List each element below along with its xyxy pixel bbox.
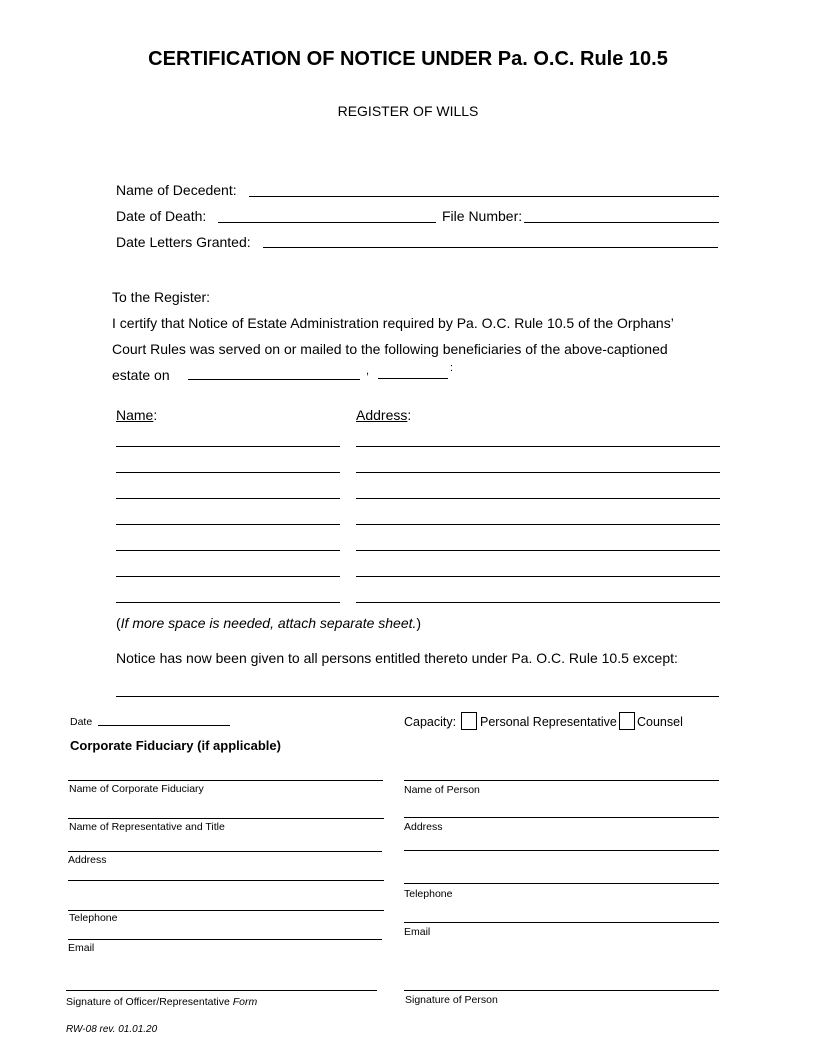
corporate-fiduciary-heading: Corporate Fiduciary (if applicable) bbox=[70, 738, 281, 753]
more-space-note: (If more space is needed, attach separate sheet.) bbox=[116, 615, 422, 631]
right-address-label: Address bbox=[404, 821, 443, 833]
person-name-line bbox=[404, 780, 719, 781]
form-id: RW-08 rev. 01.01.20 bbox=[66, 1024, 158, 1035]
counsel-checkbox[interactable] bbox=[619, 712, 635, 730]
beneficiary-name-field[interactable] bbox=[118, 506, 338, 524]
beneficiary-address-field[interactable] bbox=[358, 506, 718, 524]
beneficiary-address-field[interactable] bbox=[358, 532, 718, 550]
beneficiary-name-line bbox=[116, 524, 340, 525]
decedent-name-label: Name of Decedent: bbox=[116, 182, 237, 198]
corp-name-label: Name of Corporate Fiduciary bbox=[69, 783, 204, 795]
corp-name-field[interactable] bbox=[70, 762, 381, 780]
beneficiary-name-line bbox=[116, 472, 340, 473]
beneficiary-address-line bbox=[356, 576, 720, 577]
certification-line-3: estate on bbox=[112, 367, 170, 383]
beneficiary-name-field[interactable] bbox=[118, 532, 338, 550]
served-colon: : bbox=[450, 362, 454, 374]
date-of-death-field[interactable] bbox=[220, 204, 434, 222]
form-title: CERTIFICATION OF NOTICE UNDER Pa. O.C. Rule 10.5 bbox=[148, 48, 668, 70]
served-date-line bbox=[188, 379, 360, 380]
beneficiary-address-line bbox=[356, 524, 720, 525]
right-address-line-2 bbox=[404, 850, 719, 851]
person-signature-field[interactable] bbox=[404, 972, 719, 990]
left-telephone-line bbox=[68, 910, 384, 911]
exceptions-field[interactable] bbox=[118, 678, 717, 696]
beneficiary-name-line bbox=[116, 446, 340, 447]
exceptions-line bbox=[116, 696, 719, 697]
form-subtitle: REGISTER OF WILLS bbox=[337, 103, 479, 119]
file-number-line bbox=[524, 222, 719, 223]
left-address-label: Address bbox=[68, 854, 107, 866]
letters-granted-field[interactable] bbox=[265, 229, 716, 247]
salutation: To the Register: bbox=[112, 289, 211, 305]
beneficiary-address-line bbox=[356, 498, 720, 499]
beneficiary-name-line bbox=[116, 498, 340, 499]
counsel-label: Counsel bbox=[637, 715, 683, 729]
officer-signature-label: Signature of Officer/Representative Form bbox=[66, 996, 258, 1008]
beneficiary-address-field[interactable] bbox=[358, 454, 718, 472]
beneficiary-address-line bbox=[356, 550, 720, 551]
date-of-death-line bbox=[218, 222, 436, 223]
date-label: Date bbox=[70, 716, 93, 728]
name-header-text: Name bbox=[116, 407, 154, 423]
certification-line-1: I certify that Notice of Estate Administration required by Pa. O.C. Rule 10.5 of the Orphans’ bbox=[112, 315, 674, 331]
left-address-line-2 bbox=[68, 880, 384, 881]
left-email-field[interactable] bbox=[70, 921, 380, 939]
beneficiary-name-line bbox=[116, 602, 340, 603]
right-address-line bbox=[404, 817, 719, 818]
beneficiary-address-line bbox=[356, 446, 720, 447]
letters-granted-line bbox=[263, 247, 718, 248]
person-signature-line bbox=[404, 990, 719, 991]
left-telephone-label: Telephone bbox=[69, 912, 118, 924]
beneficiary-address-field[interactable] bbox=[358, 584, 718, 602]
officer-signature-field[interactable] bbox=[66, 972, 377, 990]
capacity-label: Capacity: bbox=[404, 715, 457, 729]
beneficiary-name-line bbox=[116, 550, 340, 551]
beneficiary-name-field[interactable] bbox=[118, 558, 338, 576]
left-address-field-2[interactable] bbox=[70, 862, 382, 880]
name-column-header: Name: bbox=[116, 407, 158, 423]
beneficiary-name-line bbox=[116, 576, 340, 577]
beneficiary-address-line bbox=[356, 602, 720, 603]
left-email-line bbox=[68, 939, 382, 940]
right-telephone-label: Telephone bbox=[404, 888, 453, 900]
certification-line-2: Court Rules was served on or mailed to the following beneficiaries of the above-captioned bbox=[112, 341, 668, 357]
date-of-death-label: Date of Death: bbox=[116, 208, 207, 224]
left-email-label: Email bbox=[68, 942, 95, 954]
served-year-field[interactable] bbox=[380, 360, 446, 378]
corp-name-line bbox=[68, 780, 383, 781]
served-date-field[interactable] bbox=[190, 361, 358, 379]
right-email-line bbox=[404, 922, 719, 923]
left-telephone-field[interactable] bbox=[70, 892, 382, 910]
file-number-field[interactable] bbox=[526, 204, 717, 222]
address-column-header: Address: bbox=[356, 407, 412, 423]
left-address-field[interactable] bbox=[70, 833, 380, 851]
address-header-text: Address bbox=[356, 407, 408, 423]
person-name-field[interactable] bbox=[406, 762, 717, 780]
date-field[interactable] bbox=[100, 708, 228, 726]
file-number-label: File Number: bbox=[442, 208, 523, 224]
beneficiary-name-field[interactable] bbox=[118, 428, 338, 446]
left-address-line bbox=[68, 851, 382, 852]
beneficiary-name-field[interactable] bbox=[118, 454, 338, 472]
personal-representative-label: Personal Representative bbox=[480, 715, 617, 729]
right-telephone-line bbox=[404, 883, 719, 884]
letters-granted-label: Date Letters Granted: bbox=[116, 234, 251, 250]
right-address-field[interactable] bbox=[406, 799, 717, 817]
personal-representative-checkbox[interactable] bbox=[461, 712, 477, 730]
beneficiary-address-field[interactable] bbox=[358, 480, 718, 498]
served-year-line bbox=[378, 378, 448, 379]
right-address-field-2[interactable] bbox=[406, 832, 717, 850]
beneficiary-address-field[interactable] bbox=[358, 558, 718, 576]
person-signature-label: Signature of Person bbox=[405, 994, 498, 1006]
beneficiary-address-field[interactable] bbox=[358, 428, 718, 446]
rep-title-line bbox=[68, 818, 384, 819]
served-comma: , bbox=[366, 365, 370, 377]
beneficiary-address-line bbox=[356, 472, 720, 473]
decedent-name-line bbox=[249, 196, 719, 197]
right-email-field[interactable] bbox=[406, 904, 717, 922]
decedent-name-field[interactable] bbox=[251, 178, 717, 196]
beneficiary-name-field[interactable] bbox=[118, 584, 338, 602]
rep-title-label: Name of Representative and Title bbox=[69, 821, 225, 833]
right-email-label: Email bbox=[404, 926, 431, 938]
notice-given-statement: Notice has now been given to all persons entitled thereto under Pa. O.C. Rule 10.5 except: bbox=[116, 650, 678, 666]
person-name-label: Name of Person bbox=[404, 784, 480, 796]
beneficiary-name-field[interactable] bbox=[118, 480, 338, 498]
officer-signature-line bbox=[66, 990, 377, 991]
right-telephone-field[interactable] bbox=[406, 865, 717, 883]
rep-title-field[interactable] bbox=[70, 800, 382, 818]
